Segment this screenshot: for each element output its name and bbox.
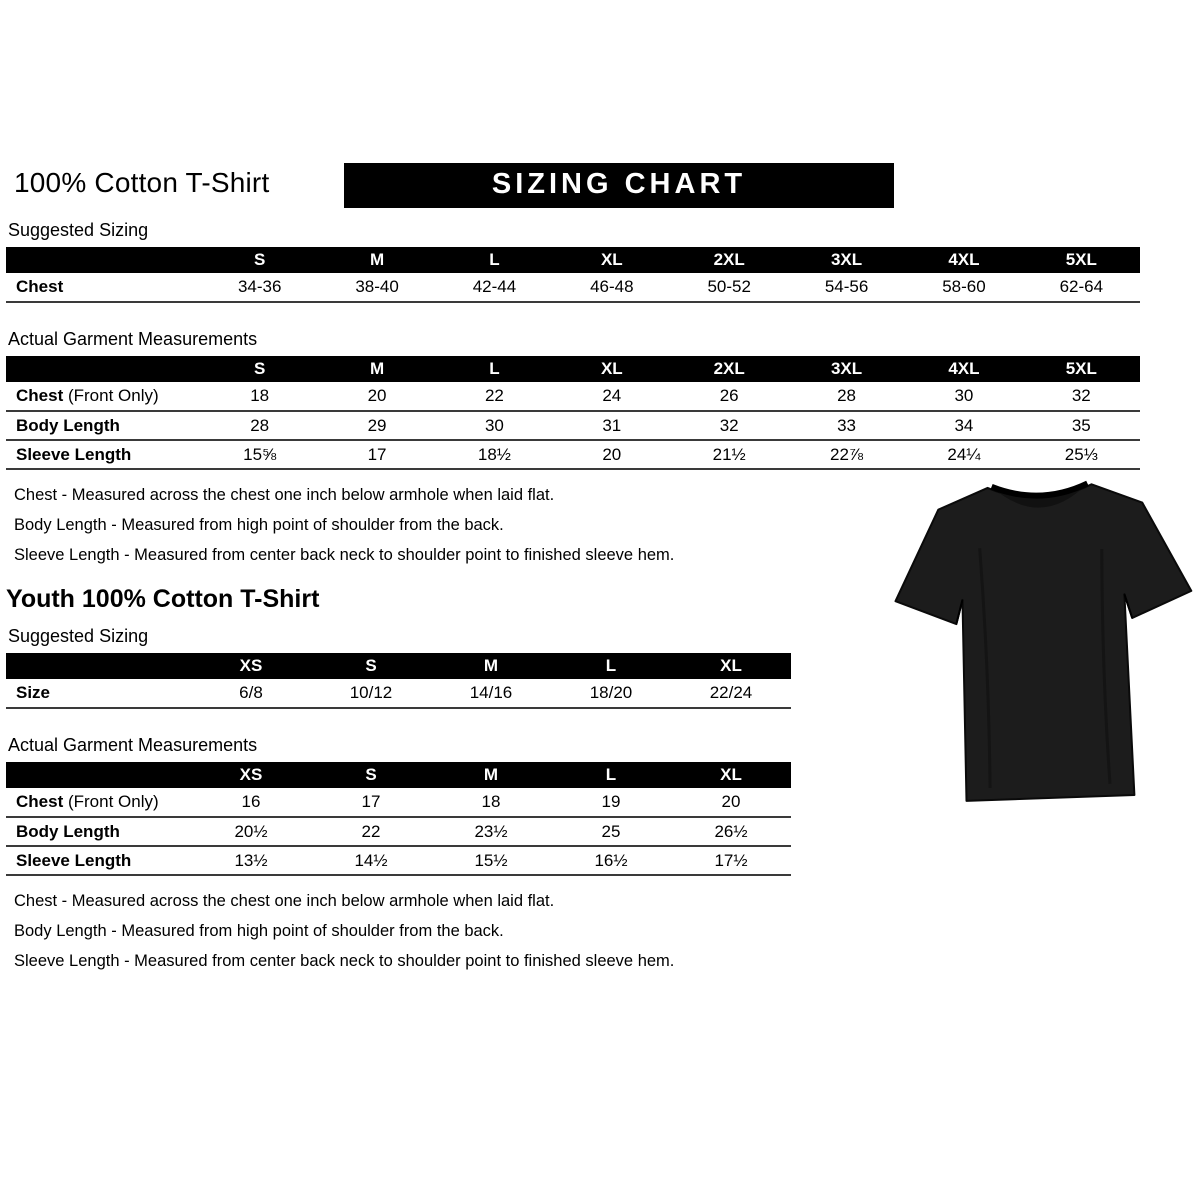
row-label: Chest <box>16 386 64 405</box>
measurement-cell: 16 <box>191 788 311 817</box>
table-header-row <box>6 356 1140 382</box>
size-header-cell: S <box>201 247 318 273</box>
measurement-cell: 35 <box>1023 411 1140 440</box>
size-header-cell: XL <box>671 762 791 788</box>
size-header-cell: S <box>311 762 431 788</box>
measurement-cell: 18/20 <box>551 679 671 708</box>
table-row <box>6 440 1140 469</box>
youth-actual-label: Actual Garment Measurements <box>8 735 258 755</box>
measurement-cell: 29 <box>318 411 435 440</box>
measurement-cell: 6/8 <box>191 679 311 708</box>
tshirt-graphic <box>893 466 1198 818</box>
empty-header-cell <box>6 356 201 382</box>
row-label: Size <box>16 683 51 702</box>
measurement-cell: 23½ <box>431 817 551 846</box>
row-label: Sleeve Length <box>16 444 132 464</box>
measurement-cell: 25⅓ <box>1023 440 1140 469</box>
measurement-cell: 17½ <box>671 846 791 875</box>
measurement-cell: 46-48 <box>553 273 670 302</box>
measurement-cell: 34 <box>905 411 1022 440</box>
size-header-cell: 3XL <box>788 356 905 382</box>
size-header-cell: XS <box>191 762 311 788</box>
size-header-cell: XL <box>553 356 670 382</box>
table-row <box>6 411 1140 440</box>
row-label-cell <box>6 382 201 411</box>
table-row <box>6 273 1140 302</box>
measurement-cell: 28 <box>201 411 318 440</box>
measurement-cell: 16½ <box>551 846 671 875</box>
table-header-row <box>6 653 791 679</box>
size-header-cell: 4XL <box>905 356 1022 382</box>
row-label: Body Length <box>16 415 120 435</box>
measurement-cell: 32 <box>671 411 788 440</box>
size-header-cell: 3XL <box>788 247 905 273</box>
measurement-cell: 62-64 <box>1023 273 1140 302</box>
note-line: Sleeve Length - Measured from center back neck to shoulder point to finished sleeve hem. <box>14 952 675 970</box>
youth-actual-table <box>6 762 791 876</box>
measurement-cell: 18½ <box>436 440 553 469</box>
row-label-suffix: (Front Only) <box>63 386 159 405</box>
row-label-cell <box>6 846 191 875</box>
measurement-cell: 22 <box>436 382 553 411</box>
measurement-cell: 20 <box>671 788 791 817</box>
measurement-cell: 20½ <box>191 817 311 846</box>
measurement-cell: 14½ <box>311 846 431 875</box>
size-header-cell: L <box>551 653 671 679</box>
measurement-cell: 18 <box>431 788 551 817</box>
measurement-cell: 17 <box>311 788 431 817</box>
table-row <box>6 846 791 875</box>
note-line: Body Length - Measured from high point of shoulder from the back. <box>14 516 504 534</box>
note-line: Body Length - Measured from high point of shoulder from the back. <box>14 922 504 940</box>
size-header-cell: XL <box>671 653 791 679</box>
size-header-cell: 4XL <box>905 247 1022 273</box>
table-row <box>6 788 791 817</box>
measurement-cell: 34-36 <box>201 273 318 302</box>
measurement-cell: 25 <box>551 817 671 846</box>
measurement-cell: 26½ <box>671 817 791 846</box>
row-label: Chest <box>16 277 64 296</box>
measurement-cell: 33 <box>788 411 905 440</box>
size-header-cell: 2XL <box>671 247 788 273</box>
table-header-row <box>6 762 791 788</box>
size-header-cell: M <box>431 653 551 679</box>
measurement-cell: 15⅝ <box>201 440 318 469</box>
measurement-cell: 22/24 <box>671 679 791 708</box>
measurement-cell: 22⅞ <box>788 440 905 469</box>
adult-title: 100% Cotton T-Shirt <box>14 167 270 198</box>
row-label-cell <box>6 817 191 846</box>
size-header-cell: 5XL <box>1023 247 1140 273</box>
row-label: Chest <box>16 792 64 811</box>
header-row <box>6 163 1194 208</box>
note-line: Sleeve Length - Measured from center back neck to shoulder point to finished sleeve hem. <box>14 546 675 564</box>
measurement-cell: 58-60 <box>905 273 1022 302</box>
adult-suggested-table <box>6 247 1140 303</box>
table-row <box>6 817 791 846</box>
size-header-cell: S <box>311 653 431 679</box>
size-header-cell: M <box>431 762 551 788</box>
measurement-cell: 32 <box>1023 382 1140 411</box>
row-label-cell <box>6 679 191 708</box>
youth-suggested-table <box>6 653 791 709</box>
empty-header-cell <box>6 762 191 788</box>
measurement-cell: 18 <box>201 382 318 411</box>
sizing-chart-banner: SIZING CHART <box>344 163 894 208</box>
measurement-cell: 10/12 <box>311 679 431 708</box>
size-header-cell: XL <box>553 247 670 273</box>
row-label-suffix: (Front Only) <box>63 792 159 811</box>
measurement-cell: 24¼ <box>905 440 1022 469</box>
adult-suggested-label: Suggested Sizing <box>8 220 149 240</box>
adult-actual-label: Actual Garment Measurements <box>8 329 258 349</box>
tshirt-image <box>893 466 1198 818</box>
row-label-cell <box>6 788 191 817</box>
measurement-cell: 20 <box>318 382 435 411</box>
measurement-cell: 38-40 <box>318 273 435 302</box>
empty-header-cell <box>6 247 201 273</box>
empty-header-cell <box>6 653 191 679</box>
size-header-cell: XS <box>191 653 311 679</box>
measurement-cell: 42-44 <box>436 273 553 302</box>
size-header-cell: M <box>318 356 435 382</box>
measurement-cell: 22 <box>311 817 431 846</box>
measurement-cell: 15½ <box>431 846 551 875</box>
size-header-cell: L <box>551 762 671 788</box>
measurement-cell: 13½ <box>191 846 311 875</box>
measurement-cell: 50-52 <box>671 273 788 302</box>
size-header-cell: 5XL <box>1023 356 1140 382</box>
size-header-cell: S <box>201 356 318 382</box>
table-row <box>6 679 791 708</box>
measurement-cell: 54-56 <box>788 273 905 302</box>
table-header-row <box>6 247 1140 273</box>
size-header-cell: L <box>436 356 553 382</box>
row-label: Body Length <box>16 821 120 841</box>
measurement-cell: 31 <box>553 411 670 440</box>
measurement-cell: 26 <box>671 382 788 411</box>
measurement-cell: 30 <box>905 382 1022 411</box>
measurement-cell: 19 <box>551 788 671 817</box>
measurement-cell: 30 <box>436 411 553 440</box>
youth-suggested-label: Suggested Sizing <box>8 626 149 646</box>
measurement-cell: 14/16 <box>431 679 551 708</box>
measurement-cell: 20 <box>553 440 670 469</box>
measurement-cell: 24 <box>553 382 670 411</box>
youth-notes <box>14 892 1194 971</box>
adult-actual-table <box>6 356 1140 470</box>
row-label-cell <box>6 440 201 469</box>
row-label-cell <box>6 411 201 440</box>
row-label: Sleeve Length <box>16 850 132 870</box>
note-line: Chest - Measured across the chest one inch below armhole when laid flat. <box>14 486 555 504</box>
measurement-cell: 17 <box>318 440 435 469</box>
row-label-cell <box>6 273 201 302</box>
table-row <box>6 382 1140 411</box>
measurement-cell: 28 <box>788 382 905 411</box>
measurement-cell: 21½ <box>671 440 788 469</box>
note-line: Chest - Measured across the chest one inch below armhole when laid flat. <box>14 892 555 910</box>
size-header-cell: 2XL <box>671 356 788 382</box>
size-header-cell: L <box>436 247 553 273</box>
size-header-cell: M <box>318 247 435 273</box>
youth-title: Youth 100% Cotton T-Shirt <box>6 585 320 613</box>
